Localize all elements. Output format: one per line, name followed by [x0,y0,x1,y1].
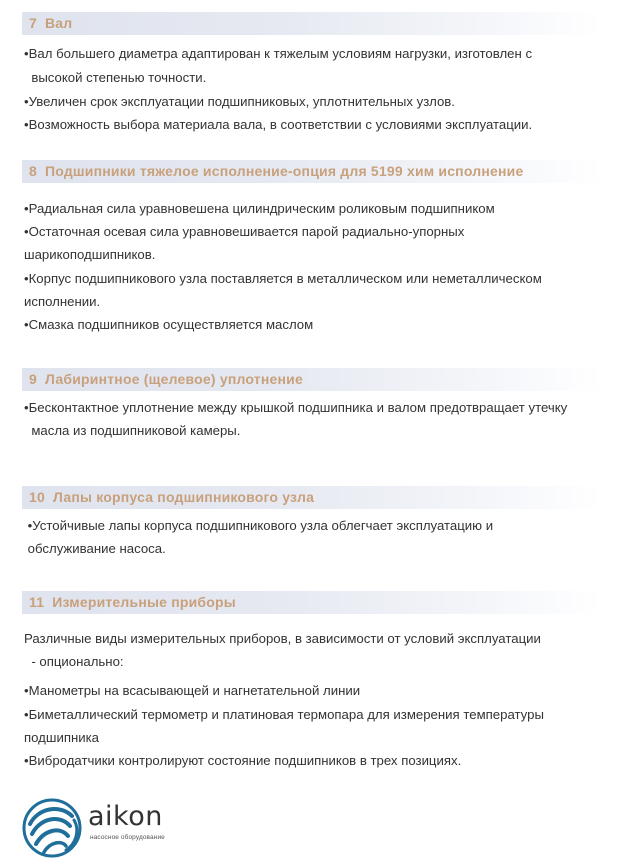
section-7-line-1: •Вал большего диаметра адаптирован к тяжелым условиям нагрузки, изготовлен с [24,46,533,61]
section-11-line-4: •Биметаллический термометр и платиновая термопара для измерения температуры [24,707,544,722]
section-8-line-6: •Смазка подшипников осуществляется маслом [24,317,314,332]
section-7-line-4: •Возможность выбора материала вала, в соответствии с условиями эксплуатации. [24,117,533,132]
section-8-number: 8 [29,163,37,179]
section-10-number: 10 [29,489,45,505]
section-8-title: Подшипники тяжелое исполнение-опция для 5199 хим исполнение [45,163,524,179]
aikon-logo [22,794,172,862]
section-8-header [22,160,602,183]
section-8-line-2: •Остаточная осевая сила уравновешивается парой радиально-упорных [24,224,465,239]
section-11-line-1: Различные виды измерительных приборов, в зависимости от условий эксплуатации [24,631,541,646]
section-7-number: 7 [29,15,37,31]
section-7-header [22,12,602,35]
section-11-header [22,591,602,614]
section-11-line-5: подшипника [24,730,100,745]
section-11-title: Измерительные приборы [52,594,236,610]
section-9-title: Лабиринтное (щелевое) уплотнение [45,371,303,387]
section-11-line-2: - опционально: [24,654,124,669]
section-11-line-6: •Вибродатчики контролируют состояние подшипников в трех позициях. [24,753,462,768]
section-8-line-4: •Корпус подшипникового узла поставляется в металлическом или неметаллическом [24,271,542,286]
section-9-header [22,368,602,391]
section-7-line-3: •Увеличен срок эксплуатации подшипниковых, уплотнительных узлов. [24,94,455,109]
section-10-line-2: обслуживание насоса. [24,541,166,556]
section-11-number: 11 [29,594,45,610]
section-8-line-5: исполнении. [24,294,101,309]
logo-tagline: насосное оборудование [90,834,165,841]
section-11-line-3: •Манометры на всасывающей и нагнетательной линии [24,683,361,698]
section-9-line-1: •Бесконтактное уплотнение между крышкой подшипника и валом предотвращает утечку [24,400,568,415]
section-10-header [22,486,602,509]
section-8-line-1: •Радиальная сила уравновешена цилиндрическим роликовым подшипником [24,201,495,216]
section-7-title: Вал [45,15,73,31]
section-8-line-3: шарикоподшипников. [24,247,156,262]
aikon-logo-icon [22,794,84,862]
section-7-line-2: высокой степенью точности. [24,70,207,85]
section-10-line-1: •Устойчивые лапы корпуса подшипникового узла облегчает эксплуатацию и [24,518,494,533]
section-10-title: Лапы корпуса подшипникового узла [52,489,315,505]
section-9-line-2: масла из подшипниковой камеры. [24,423,241,438]
logo-name: aikon [88,801,163,832]
section-9-number: 9 [29,371,37,387]
